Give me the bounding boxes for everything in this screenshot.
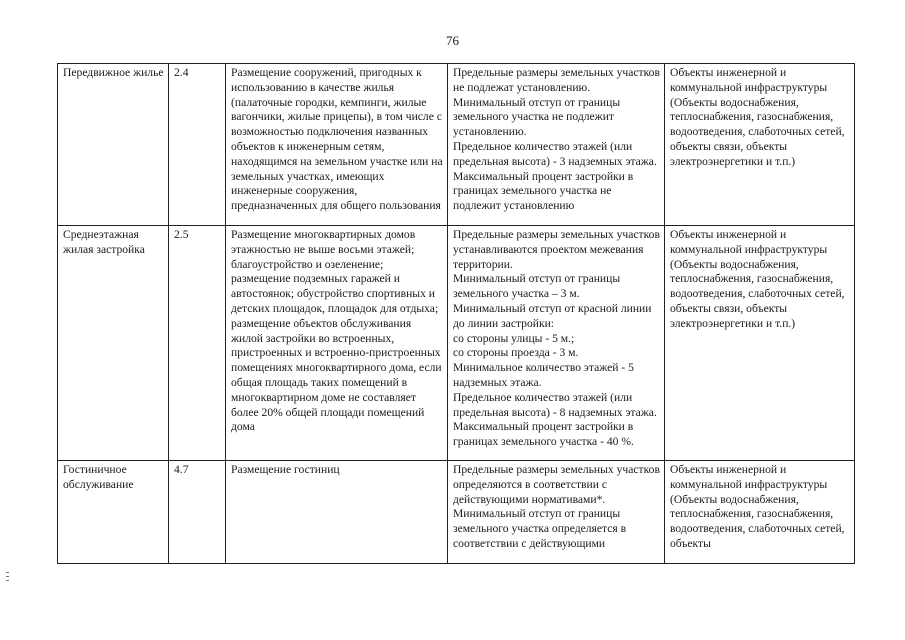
parameter-line: со стороны улицы - 5 м.; bbox=[453, 331, 575, 345]
parameter-line: Предельные размеры земельных участков устанавливаются проектом межевания территории. bbox=[453, 228, 660, 271]
parameter-line: Предельное количество этажей (или предельная высота) - 3 надземных этажа. bbox=[453, 139, 657, 168]
parameters-cell bbox=[448, 64, 665, 226]
auxiliary-uses: Объекты инженерной и коммунальной инфраструктуры (Объекты водоснабжения, теплоснабжения, газоснабжения, водоотведения, слаботочных сетей, объекты связи, объекты электроэнергетики и т.п.) bbox=[665, 64, 855, 226]
parameters-cell bbox=[448, 226, 665, 461]
use-type-description: Размещение многоквартирных домов этажностью не выше восьми этажей; благоустройство и озеленение; размещение подземных гаражей и автостоянок; обустройство спортивных и детских площадок, площадок для отдыха; размещение объектов обслуживания жилой застройки во встроенных, пристроенных и встроенно-пристроенных помещениях многоквартирного дома, если общая площадь таких помещений в многоквартирном доме не составляет более 20% общей площади помещений дома bbox=[226, 226, 448, 461]
scan-edge-mark bbox=[6, 576, 9, 577]
use-type-code: 2.4 bbox=[169, 64, 226, 226]
use-type-description: Размещение гостиниц bbox=[226, 461, 448, 564]
land-use-regulations-table bbox=[57, 63, 855, 564]
use-type-name: Среднеэтажная жилая застройка bbox=[58, 226, 169, 461]
parameter-line: со стороны проезда - 3 м. bbox=[453, 346, 579, 360]
parameter-line: Максимальный процент застройки в границах земельного участка - 40 %. bbox=[453, 420, 634, 449]
use-type-name: Передвижное жилье bbox=[58, 64, 169, 226]
scan-edge-mark bbox=[6, 572, 9, 573]
parameters-cell bbox=[448, 461, 665, 564]
scan-edge-mark bbox=[6, 580, 9, 581]
auxiliary-uses: Объекты инженерной и коммунальной инфраструктуры (Объекты водоснабжения, теплоснабжения, газоснабжения, водоотведения, слаботочных сетей, объекты связи, объекты электроэнергетики и т.п.) bbox=[665, 226, 855, 461]
parameter-line: Предельное количество этажей (или предельная высота) - 8 надземных этажа. bbox=[453, 390, 657, 419]
auxiliary-uses: Объекты инженерной и коммунальной инфраструктуры (Объекты водоснабжения, теплоснабжения, газоснабжения, водоотведения, слаботочных сетей, объекты bbox=[665, 461, 855, 564]
table-row bbox=[58, 461, 855, 564]
use-type-code: 2.5 bbox=[169, 226, 226, 461]
parameter-line: Предельные размеры земельных участков не подлежат установлению. bbox=[453, 66, 660, 94]
table-row bbox=[58, 226, 855, 461]
parameter-line: Предельные размеры земельных участков определяются в соответствии с действующими нормативами*. bbox=[453, 463, 660, 506]
parameter-line: Минимальное количество этажей - 5 надземных этажа. bbox=[453, 361, 634, 389]
parameter-line: Минимальный отступ от красной линии до линии застройки: bbox=[453, 301, 652, 330]
use-type-description: Размещение сооружений, пригодных к использованию в качестве жилья (палаточные городки, кемпинги, жилые вагончики, жилые прицепы), в том числе с возможностью подключения названных объектов к инженерным сетям, находящимся на земельном участке или на земельных участках, имеющих инженерные сооружения, предназначенных для общего пользования bbox=[226, 64, 448, 226]
parameter-line: Минимальный отступ от границы земельного участка – 3 м. bbox=[453, 272, 621, 301]
parameter-line: Минимальный отступ от границы земельного участка не подлежит установлению. bbox=[453, 95, 621, 139]
page-number: 76 bbox=[446, 33, 459, 48]
parameter-line: Максимальный процент застройки в границах земельного участка не подлежит установлению bbox=[453, 169, 634, 213]
use-type-code: 4.7 bbox=[169, 461, 226, 564]
use-type-name: Гостиничное обслуживание bbox=[58, 461, 169, 564]
parameter-line: Минимальный отступ от границы земельного участка определяется в соответствии с действующими bbox=[453, 507, 627, 550]
table-row bbox=[58, 64, 855, 226]
